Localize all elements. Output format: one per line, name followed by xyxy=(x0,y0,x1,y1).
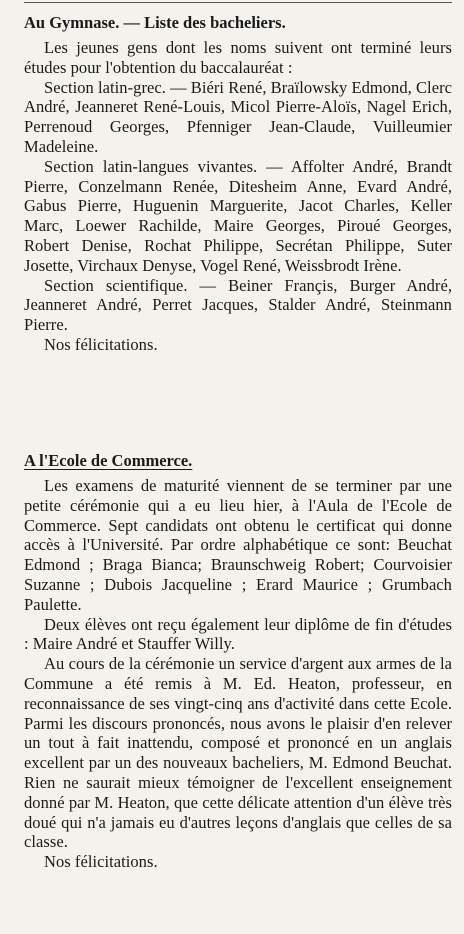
article-paragraph: Section latin-grec. — Biéri René, Braïlowsky Edmond, Clerc André, Jeanneret René-Louis, Micol Pierre-Aloïs, Nagel Erich, Perrenoud Georges, Pfenniger Jean-Claude, Vuilleumier Madeleine. xyxy=(24,77,452,156)
article-paragraph: Section latin-langues vivantes. — Affolter André, Brandt Pierre, Conzelmann Renée, Ditesheim Anne, Evard André, Gabus Pierre, Huguenin Marguerite, Jacot Charles, Keller Marc, Loewer Rachilde, Maire Georges, Piroué Georges, Robert Denise, Rochat Philippe, Secrétan Philippe, Suter Josette, Virchaux Denyse, Vogel René, Weissbrodt Irène. xyxy=(24,156,452,275)
article-headline: Au Gymnase. — Liste des bacheliers. xyxy=(24,13,286,32)
article-paragraph: Au cours de la cérémonie un service d'argent aux armes de la Commune a été remis à M. Ed. Heaton, professeur, en reconnaissance de ses vingt-cinq ans d'activité dans cette Ecole. Parmi les discours prononcés, nous avons le plaisir d'en relever un tout à fait inattendu, composé et prononcé en un anglais excellent par un des nouveaux bacheliers, M. Edmond Beuchat. Rien ne saurait mieux témoigner de l'excellent enseignement donné par M. Heaton, que cette délicate attention d'un élève très doué qui n'a jamais eu d'autres leçons d'anglais que celles de sa classe. xyxy=(24,654,452,852)
article-gymnase xyxy=(24,12,452,355)
article-paragraph: Deux élèves ont reçu également leur diplôme de fin d'études : Maire André et Stauffer Willy. xyxy=(24,614,452,654)
article-ecole-de-commerce xyxy=(24,450,452,872)
top-rule xyxy=(24,2,452,3)
article-paragraph: Section scientifique. — Beiner Françis, Burger André, Jeanneret André, Perret Jacques, Stalder André, Steinmann Pierre. xyxy=(24,275,452,335)
article-paragraph: Nos félicitations. xyxy=(44,334,158,354)
article-headline: A l'Ecole de Commerce. xyxy=(24,451,193,470)
article-paragraph: Les examens de maturité viennent de se terminer par une petite cérémonie qui a eu lieu hier, à l'Aula de l'Ecole de Commerce. Sept candidats ont obtenu le certificat qui donne accès à l'Université. Par ordre alphabétique ce sont: Beuchat Edmond ; Braga Bianca; Braunschweig Robert; Courvoisier Suzanne ; Dubois Jacqueline ; Erard Maurice ; Grumbach Paulette. xyxy=(24,476,452,614)
article-paragraph: Nos félicitations. xyxy=(44,852,158,872)
article-paragraph: Les jeunes gens dont les noms suivent ont terminé leurs études pour l'obtention du baccalauréat : xyxy=(24,38,452,77)
